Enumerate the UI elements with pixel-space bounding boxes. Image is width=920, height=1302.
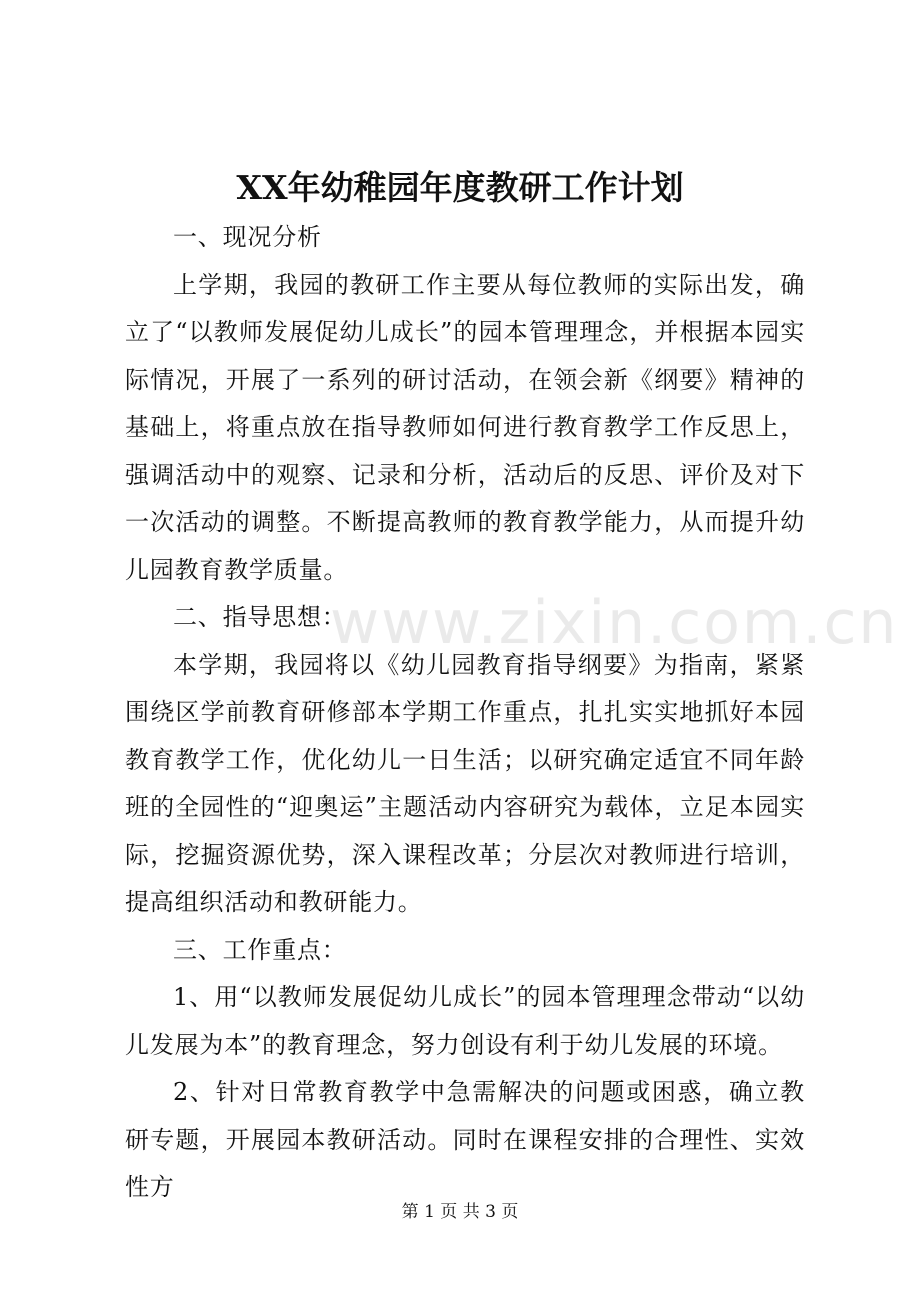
paragraph-work-focus-2: 2、针对日常教育教学中急需解决的问题或困惑，确立教研专题，开展园本教研活动。同时在课程安排的合理性、实效性方 <box>125 1078 805 1201</box>
page-footer: 第 1 页 共 3 页 <box>401 1202 519 1222</box>
section-heading-situation: 一、现况分析 <box>173 223 322 251</box>
paragraph-work-focus-1: 1、用“以教师发展促幼儿成长”的园本管理理念带动“以幼儿发展为本”的教育理念，努力创设有利于幼儿发展的环境。 <box>125 983 805 1059</box>
document-title: XX年幼稚园年度教研工作计划 <box>236 168 684 207</box>
section-heading-work-focus: 三、工作重点： <box>173 935 347 964</box>
watermark: www.zixin.com.cn <box>330 588 899 658</box>
document-body <box>125 214 805 1212</box>
section-heading-guiding-thought: 二、指导思想： <box>173 603 347 631</box>
paragraph-situation: 上学期，我园的教研工作主要从每位教师的实际出发，确立了“以教师发展促幼儿成长”的园本管理理念，并根据本园实际情况，开展了一系列的研讨活动，在领会新《纲要》精神的基础上，将重点放在指导教师如何进行教育教学工作反思上，强调活动中的观察、记录和分析，活动后的反思、评价及对下一次活动的调整。不断提高教师的教育教学能力，从而提升幼儿园教育教学质量。 <box>125 270 805 584</box>
paragraph-guiding-thought: 本学期，我园将以《幼儿园教育指导纲要》为指南，紧紧围绕区学前教育研修部本学期工作重点，扎扎实实地抓好本园教育教学工作，优化幼儿一日生活；以研究确定适宜不同年龄班的全园性的“迎奥运”主题活动内容研究为载体，立足本园实际，挖掘资源优势，深入课程改革；分层次对教师进行培训，提高组织活动和教研能力。 <box>125 650 805 916</box>
